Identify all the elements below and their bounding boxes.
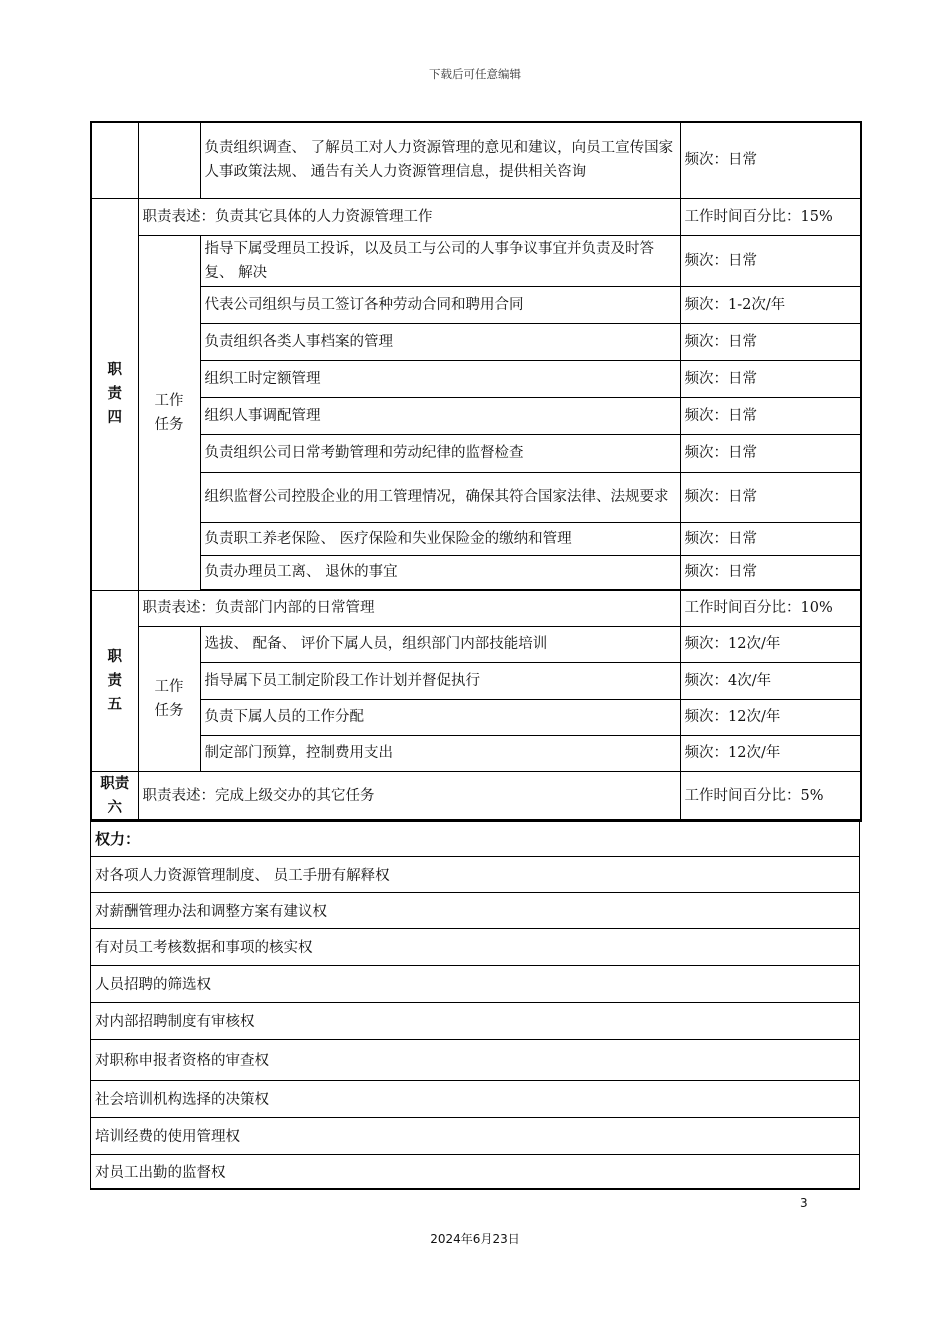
list-item	[91, 965, 860, 1002]
task-frequency: 频次：4次/年	[680, 662, 861, 699]
table-row	[91, 434, 861, 472]
duty4-task-label	[138, 235, 200, 590]
task-frequency: 频次：日常	[680, 555, 861, 589]
power-item: 对职称申报者资格的审查权	[91, 1039, 860, 1080]
task-text: 组织人事调配管理	[200, 397, 680, 434]
table-row	[91, 699, 861, 735]
table-row	[91, 472, 861, 522]
task-text: 组织监督公司控股企业的用工管理情况，确保其符合国家法律、法规要求	[200, 472, 680, 522]
task-text: 负责组织各类人事档案的管理	[200, 323, 680, 360]
list-item	[91, 928, 860, 965]
duty6-summary: 职责表述：完成上级交办的其它任务	[138, 771, 680, 821]
powers-title-row	[91, 820, 860, 856]
duty5-label	[91, 590, 138, 771]
task-frequency: 频次：12次/年	[680, 626, 861, 662]
table-row	[91, 397, 861, 434]
page-number: 3	[800, 1196, 808, 1210]
list-item	[91, 856, 860, 892]
header-note: 下载后可任意编辑	[429, 67, 521, 81]
table-row	[91, 323, 861, 360]
duty-label-text: 职责六	[100, 775, 130, 816]
power-item: 人员招聘的筛选权	[91, 965, 860, 1002]
footer-date: 2024年6月23日	[430, 1232, 520, 1246]
power-item: 培训经费的使用管理权	[91, 1117, 860, 1154]
duty5-task-label	[138, 626, 200, 771]
table-row	[91, 235, 861, 286]
task-frequency: 频次：日常	[680, 235, 861, 286]
task-text: 选拔、 配备、 评价下属人员，组织部门内部技能培训	[200, 626, 680, 662]
table-row	[91, 626, 861, 662]
list-item	[91, 1039, 860, 1080]
duty5-summary-row	[91, 590, 861, 626]
power-item: 对员工出勤的监督权	[91, 1154, 860, 1189]
task-frequency: 频次：日常	[680, 323, 861, 360]
powers-title: 权力：	[91, 820, 860, 856]
duty4-summary-row	[91, 198, 861, 235]
table-row	[91, 522, 861, 555]
task-text: 负责组织公司日常考勤管理和劳动纪律的监督检查	[200, 434, 680, 472]
task-text: 制定部门预算，控制费用支出	[200, 735, 680, 771]
list-item	[91, 1154, 860, 1189]
duty6-time-percent: 工作时间百分比：5%	[680, 771, 861, 821]
duty-table	[90, 121, 862, 822]
power-item: 对薪酬管理办法和调整方案有建议权	[91, 892, 860, 928]
power-item: 社会培训机构选择的决策权	[91, 1080, 860, 1117]
empty-cell	[138, 122, 200, 198]
duty-label-text: 职责四	[107, 362, 122, 426]
table-row	[91, 286, 861, 323]
duty-label-text: 职责五	[107, 648, 122, 713]
table-row	[91, 662, 861, 699]
task-text: 组织工时定额管理	[200, 360, 680, 397]
task-text: 负责职工养老保险、 医疗保险和失业保险金的缴纳和管理	[200, 522, 680, 555]
duty5-summary: 职责表述：负责部门内部的日常管理	[138, 590, 680, 626]
table-row	[91, 360, 861, 397]
power-item: 对各项人力资源管理制度、 员工手册有解释权	[91, 856, 860, 892]
list-item	[91, 1117, 860, 1154]
table-row	[91, 735, 861, 771]
powers-table	[90, 819, 860, 1190]
duty6-summary-row	[91, 771, 861, 821]
power-item: 对内部招聘制度有审核权	[91, 1002, 860, 1039]
list-item	[91, 892, 860, 928]
task-label-text: 工作任务	[154, 678, 184, 719]
task-frequency: 频次：日常	[680, 472, 861, 522]
list-item	[91, 1080, 860, 1117]
task-frequency: 频次：日常	[680, 360, 861, 397]
task-text: 负责下属人员的工作分配	[200, 699, 680, 735]
task-frequency: 频次：日常	[680, 522, 861, 555]
duty5-time-percent: 工作时间百分比：10%	[680, 590, 861, 626]
empty-cell	[91, 122, 138, 198]
table-row	[91, 122, 861, 198]
task-text: 指导下属受理员工投诉，以及员工与公司的人事争议事宜并负责及时答复、 解决	[200, 235, 680, 286]
power-item: 有对员工考核数据和事项的核实权	[91, 928, 860, 965]
duty6-label	[91, 771, 138, 821]
task-frequency: 频次：12次/年	[680, 699, 861, 735]
task-frequency: 频次：日常	[680, 122, 861, 198]
task-text: 负责办理员工离、 退休的事宜	[200, 555, 680, 589]
duty4-time-percent: 工作时间百分比：15%	[680, 198, 861, 235]
task-text: 指导属下员工制定阶段工作计划并督促执行	[200, 662, 680, 699]
duty4-label	[91, 198, 138, 590]
task-frequency: 频次：12次/年	[680, 735, 861, 771]
task-frequency: 频次：日常	[680, 434, 861, 472]
duty4-summary: 职责表述：负责其它具体的人力资源管理工作	[138, 198, 680, 235]
task-text: 负责组织调查、 了解员工对人力资源管理的意见和建议，向员工宣传国家人事政策法规、 通告有关人力资源管理信息，提供相关咨询	[200, 122, 680, 198]
task-frequency: 频次：1-2次/年	[680, 286, 861, 323]
table-row	[91, 555, 861, 589]
task-frequency: 频次：日常	[680, 397, 861, 434]
task-label-text: 工作任务	[154, 392, 184, 433]
task-text: 代表公司组织与员工签订各种劳动合同和聘用合同	[200, 286, 680, 323]
list-item	[91, 1002, 860, 1039]
